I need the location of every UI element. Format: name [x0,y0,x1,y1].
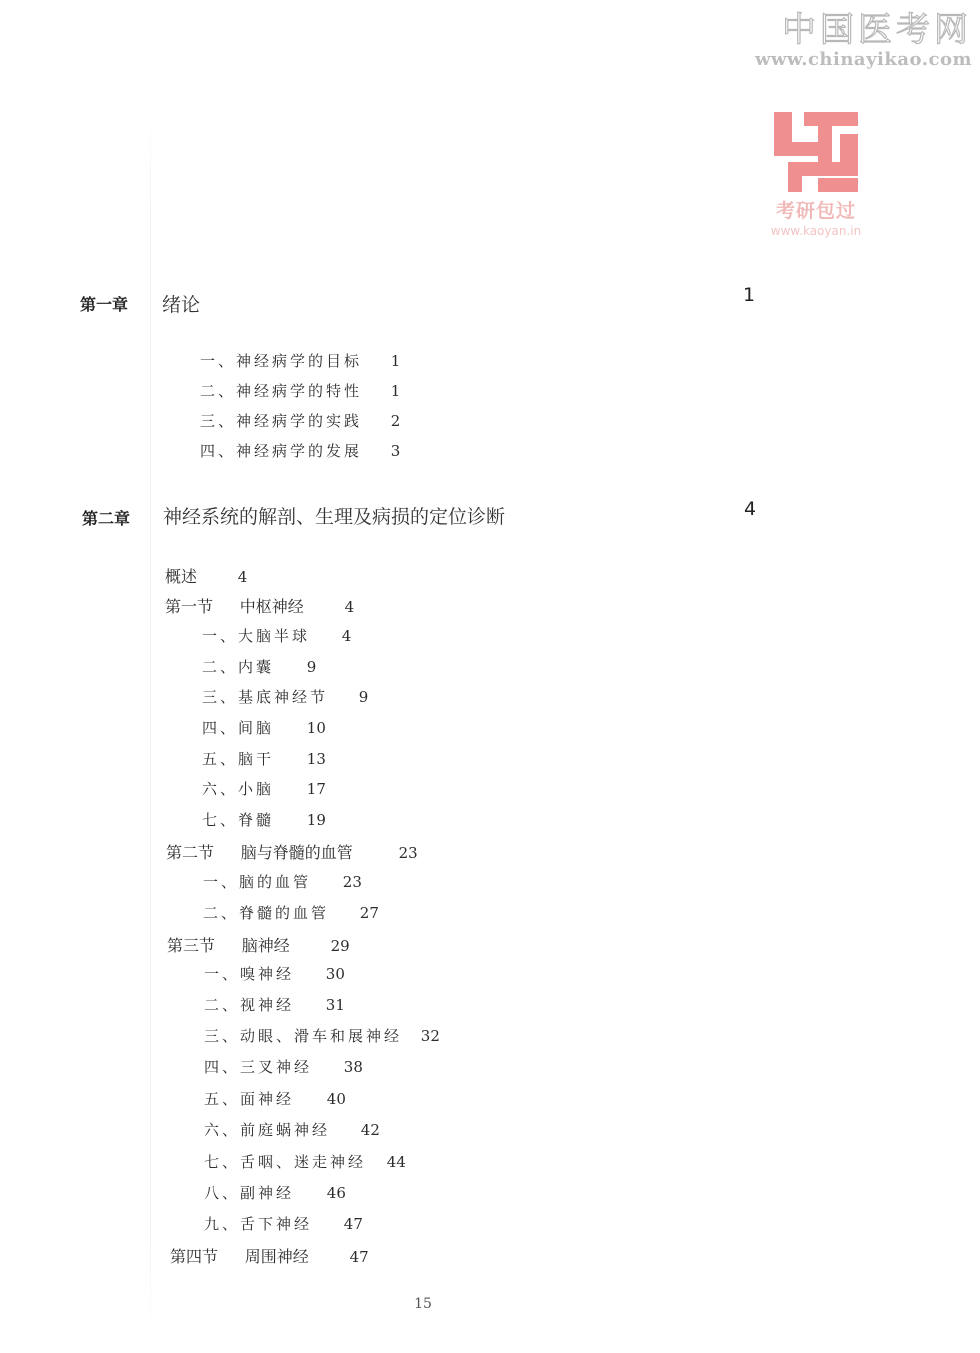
toc-entry-text: 概述 [165,567,198,586]
toc-entry-text: 四、三叉神经 [204,1058,313,1076]
toc-entry-text: 二、神经病学的特性 [200,382,363,400]
toc-entry-text: 一、大脑半球 [202,627,311,645]
toc-entry-page: 9 [306,658,317,676]
site-watermark [755,10,972,70]
toc-entry-text: 八、副神经 [204,1184,295,1202]
site-watermark-cn: 中国医考网 [782,10,972,50]
toc-entry-page: 2 [390,412,401,430]
toc-entry-page: 32 [420,1027,440,1045]
toc-entry-text: 五、面神经 [204,1090,295,1108]
toc-section-title: 中枢神经 [239,597,304,616]
toc-entry-text: 四、神经病学的发展 [200,442,363,460]
toc-section-page: 29 [330,937,350,955]
toc-section [166,840,418,863]
toc-entry-page: 4 [237,568,248,586]
toc-section [170,1244,369,1267]
toc-entry-text: 五、脑干 [202,750,275,768]
kaoyan-logo-url: www.kaoyan.in [770,224,862,238]
toc-entry [203,902,379,923]
toc-entry-text: 六、前庭蜗神经 [204,1121,331,1139]
toc-entry-text: 三、动眼、滑车和展神经 [204,1027,403,1045]
toc-entry [202,809,326,830]
site-watermark-url: www.chinayikao.com [755,49,972,70]
toc-section-label: 第二节 [166,843,215,862]
toc-entry [200,440,400,461]
toc-entry-page: 1 [390,352,401,370]
toc-entry-page: 10 [306,719,326,737]
toc-section-label: 第一节 [165,597,214,616]
toc-entry-page: 27 [359,904,379,922]
toc-entry-page: 13 [306,750,326,768]
toc-entry-text: 一、嗅神经 [204,965,295,983]
toc-section-page: 47 [349,1248,369,1266]
toc-section-title: 周围神经 [244,1247,309,1266]
toc-entry-text: 一、脑的血管 [203,873,312,891]
chapter1-title: 绪论 [162,294,201,316]
toc-entry [204,1088,346,1109]
chapter2-title: 神经系统的解剖、生理及病损的定位诊断 [163,506,506,528]
toc-entry [204,1119,380,1140]
toc-entry [200,350,400,371]
toc-entry [202,656,316,677]
toc-entry-text: 七、舌咽、迷走神经 [204,1153,367,1171]
toc-entry-page: 1 [390,382,401,400]
page-number: 15 [414,1296,432,1312]
toc-entry [200,380,400,401]
toc-entry [204,1056,363,1077]
toc-entry-text: 二、视神经 [204,996,295,1014]
toc-entry-text: 四、间脑 [202,719,275,737]
toc-entry-page: 3 [390,442,401,460]
toc-entry-text: 六、小脑 [202,780,275,798]
toc-entry-page: 17 [306,780,326,798]
toc-entry-page: 19 [306,811,326,829]
toc-entry-page: 38 [343,1058,363,1076]
kaoyan-logo-watermark [760,112,872,238]
toc-entry-text: 七、脊髓 [202,811,275,829]
toc-entry [203,871,362,892]
toc-entry [202,778,326,799]
toc-entry-page: 46 [326,1184,346,1202]
toc-section-label: 第四节 [170,1247,219,1266]
toc-entry-text: 三、神经病学的实践 [200,412,363,430]
binding-shadow [150,105,151,1340]
toc-entry [202,717,326,738]
toc-entry-text: 三、基底神经节 [202,688,329,706]
chapter2-page: 4 [744,498,757,520]
toc-entry-text: 二、脊髓的血管 [203,904,330,922]
toc-entry [200,410,400,431]
toc-entry-overview [165,564,247,587]
toc-section-page: 4 [344,598,355,616]
toc-entry [204,1182,346,1203]
toc-entry [204,1151,406,1172]
toc-entry-text: 二、内囊 [202,658,275,676]
chapter2-label: 第二章 [82,509,131,528]
toc-section-label: 第三节 [167,936,216,955]
toc-entry [202,748,326,769]
toc-entry [202,686,368,707]
toc-entry [204,994,345,1015]
toc-entry-page: 31 [325,996,345,1014]
toc-entry-page: 30 [325,965,345,983]
toc-entry-page: 40 [326,1090,346,1108]
toc-section [165,594,354,617]
toc-entry [204,1025,440,1046]
chapter1-label: 第一章 [80,295,129,314]
toc-entry [204,1213,363,1234]
kaoyan-logo-name: 考研包过 [775,200,856,222]
toc-entry [204,963,345,984]
toc-entry-text: 九、舌下神经 [204,1215,313,1233]
toc-section-page: 23 [398,844,418,862]
toc-section-title: 脑神经 [241,936,290,955]
toc-entry-text: 一、神经病学的目标 [200,352,363,370]
kaoyan-logo-icon [774,112,858,192]
toc-entry-page: 42 [360,1121,380,1139]
toc-entry-page: 9 [358,688,369,706]
chapter1-page: 1 [743,284,756,306]
toc-section-title: 脑与脊髓的血管 [240,843,353,862]
toc-entry-page: 23 [342,873,362,891]
toc-section [167,933,350,956]
toc-entry-page: 4 [341,627,352,645]
toc-entry [202,625,351,646]
toc-entry-page: 47 [343,1215,363,1233]
toc-entry-page: 44 [386,1153,406,1171]
